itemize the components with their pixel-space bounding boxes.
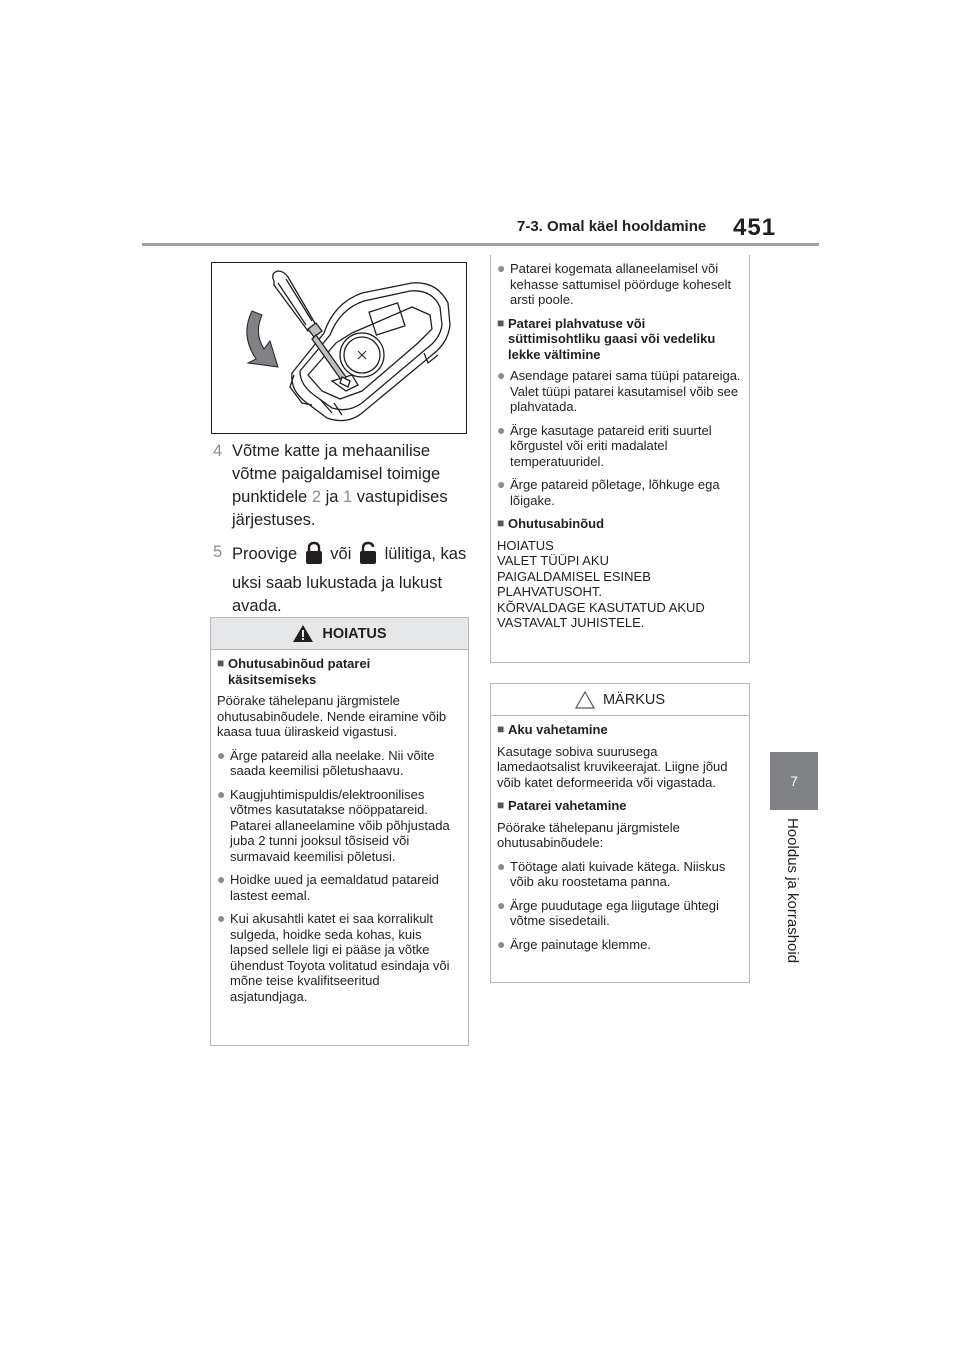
step-reference: 1	[343, 488, 353, 506]
bullet-dot-icon: ●	[497, 367, 506, 383]
explosion-heading	[497, 316, 741, 363]
step-text-part: Proovige	[232, 545, 302, 563]
warning-triangle-icon	[292, 624, 314, 643]
procedure-steps	[213, 440, 473, 627]
step-text-part: või	[325, 545, 356, 563]
unlock-icon	[359, 541, 377, 572]
lock-icon	[305, 541, 323, 572]
bullet-text: Kaugjuhtimispuldis/elektroonilises võtmes kasutatakse nööppatareid. Patarei allaneelamine võib põhjustada juba 2 tunni jooksul tõsiseid või surmavaid keemilisi põletusi.	[230, 786, 450, 864]
warning-continued-body	[491, 255, 749, 647]
bullet-dot-icon: ●	[497, 935, 506, 952]
step-text-part: vastupidises järjestuses.	[232, 488, 448, 529]
bullet-dot-icon: ●	[497, 896, 506, 913]
bullet-dot-icon: ●	[497, 260, 506, 276]
step-number: 4	[213, 442, 223, 460]
bullet-text: Hoidke uued ja eemaldatud patareid lastest eemal.	[230, 872, 439, 903]
list-item	[217, 911, 460, 1004]
chapter-label-text: Hooldus ja korrashoid	[784, 818, 801, 964]
square-bullet-icon: ■	[217, 656, 225, 670]
bullet-text: Ärge puudutage ega liigutage ühtegi võtme sisedetaili.	[510, 897, 719, 928]
list-item	[497, 368, 741, 415]
replace-heading	[497, 798, 741, 814]
square-bullet-icon: ■	[497, 315, 505, 330]
step-text	[232, 541, 473, 618]
bullet-text: Töötage alati kuivade kätega. Niiskus võib aku roostetama panna.	[510, 858, 726, 889]
bullet-text: Asendage patarei sama tüüpi patareiga. Valet tüüpi patarei kasutamisel võib see plahvatada.	[510, 368, 741, 414]
list-item	[497, 859, 741, 890]
chapter-tab	[770, 752, 818, 810]
bullet-dot-icon: ●	[217, 785, 226, 802]
bullet-dot-icon: ●	[217, 871, 226, 887]
list-item	[217, 787, 460, 865]
warning-title: HOIATUS	[322, 625, 387, 642]
step-5	[213, 541, 473, 618]
step-number: 5	[213, 543, 223, 561]
heading-text: Ohutusabinõud patarei käsitsemiseks	[228, 656, 371, 687]
chapter-number: 7	[790, 773, 798, 789]
section-title: 7-3. Omal käel hooldamine	[517, 218, 707, 235]
battery-heading	[497, 722, 741, 738]
step-text-part: Võtme katte ja mehaanilise võtme paigaldamisel toimige punktidele	[232, 442, 441, 506]
square-bullet-icon: ■	[497, 722, 505, 736]
bullet-text: Ärge painutage klemme.	[510, 936, 651, 952]
chapter-label	[770, 818, 818, 983]
notice-header	[491, 684, 749, 716]
bullet-text: Kui akusahtli katet ei saa korralikult sulgeda, hoidke seda kohas, kuis lapsed sellele ligi ei pääse ja võtke ühendust Toyota volitatud esindaja või mõne teise kvalifitseeritud asjatundjaga.	[230, 911, 450, 1004]
heading-text: Ohutusabinõud	[508, 516, 605, 531]
bullet-dot-icon: ●	[217, 910, 226, 926]
screwdriver-key-drawing	[212, 263, 466, 433]
bullet-dot-icon: ●	[217, 746, 226, 763]
bullet-dot-icon: ●	[497, 421, 506, 438]
heading-text: Patarei vahetamine	[508, 798, 627, 813]
caution-triangle-icon	[575, 691, 595, 709]
warning-box	[210, 617, 469, 1046]
replace-intro: Pöörake tähelepanu järgmistele ohutusabinõudele:	[497, 819, 680, 850]
list-item	[497, 937, 741, 953]
bullet-text: Ärge patareid põletage, lõhkuge ega lõigake.	[510, 477, 720, 508]
heading-text: Patarei plahvatuse või süttimisohtliku gaasi või vedeliku lekke vältimine	[508, 315, 716, 362]
notice-box	[490, 683, 750, 983]
warning-heading	[217, 656, 460, 687]
notice-title: MÄRKUS	[602, 691, 666, 708]
list-item	[497, 477, 741, 508]
safety-text: HOIATUS VALET TÜÜPI AKU PAIGALDAMISEL ESINEB PLAHVATUSOHT. KÕRVALDAGE KASUTATUD AKUD VASTAVALT JUHISTELE.	[497, 537, 705, 630]
step-reference: 2	[311, 488, 321, 506]
list-item	[497, 423, 741, 470]
list-item	[497, 898, 741, 929]
notice-body	[491, 716, 749, 968]
heading-text: Aku vahetamine	[508, 722, 608, 737]
page-number: 451	[733, 214, 777, 241]
step-text-part: lülitiga, kas uksi saab lukustada ja lukust avada.	[232, 545, 467, 615]
warning-continued-box	[490, 255, 750, 663]
bullet-dot-icon: ●	[497, 857, 506, 874]
warning-header	[211, 618, 468, 650]
bullet-text: Ärge kasutage patareid eriti suurtel kõrgustel või eriti madalatel temperatuuridel.	[510, 422, 712, 469]
warning-intro: Pöörake tähelepanu järgmistele ohutusabinõudele. Nende eiramine võib kaasa tuua üliraskeid vigastusi.	[217, 693, 447, 739]
bullet-dot-icon: ●	[497, 476, 506, 492]
square-bullet-icon: ■	[497, 516, 505, 530]
list-item	[217, 872, 460, 903]
battery-text: Kasutage sobiva suurusega lamedaotsalist kruvikeerajat. Liigne jõud võib katet deformeerida või vigastada.	[497, 743, 728, 790]
step-4	[213, 440, 473, 532]
bullet-text: Patarei kogemata allaneelamisel või kehasse sattumisel pöörduge koheselt arsti poole.	[510, 261, 732, 307]
square-bullet-icon: ■	[497, 798, 505, 812]
key-battery-illustration	[211, 262, 467, 434]
warning-body	[211, 650, 468, 1020]
list-item	[497, 261, 741, 308]
bullet-text: Ärge patareid alla neelake. Nii võite saada keemilisi põletushaavu.	[230, 747, 435, 778]
step-text	[232, 440, 473, 532]
safety-heading	[497, 516, 741, 532]
header-divider	[142, 243, 819, 246]
list-item	[217, 748, 460, 779]
step-text-part: ja	[321, 488, 344, 506]
